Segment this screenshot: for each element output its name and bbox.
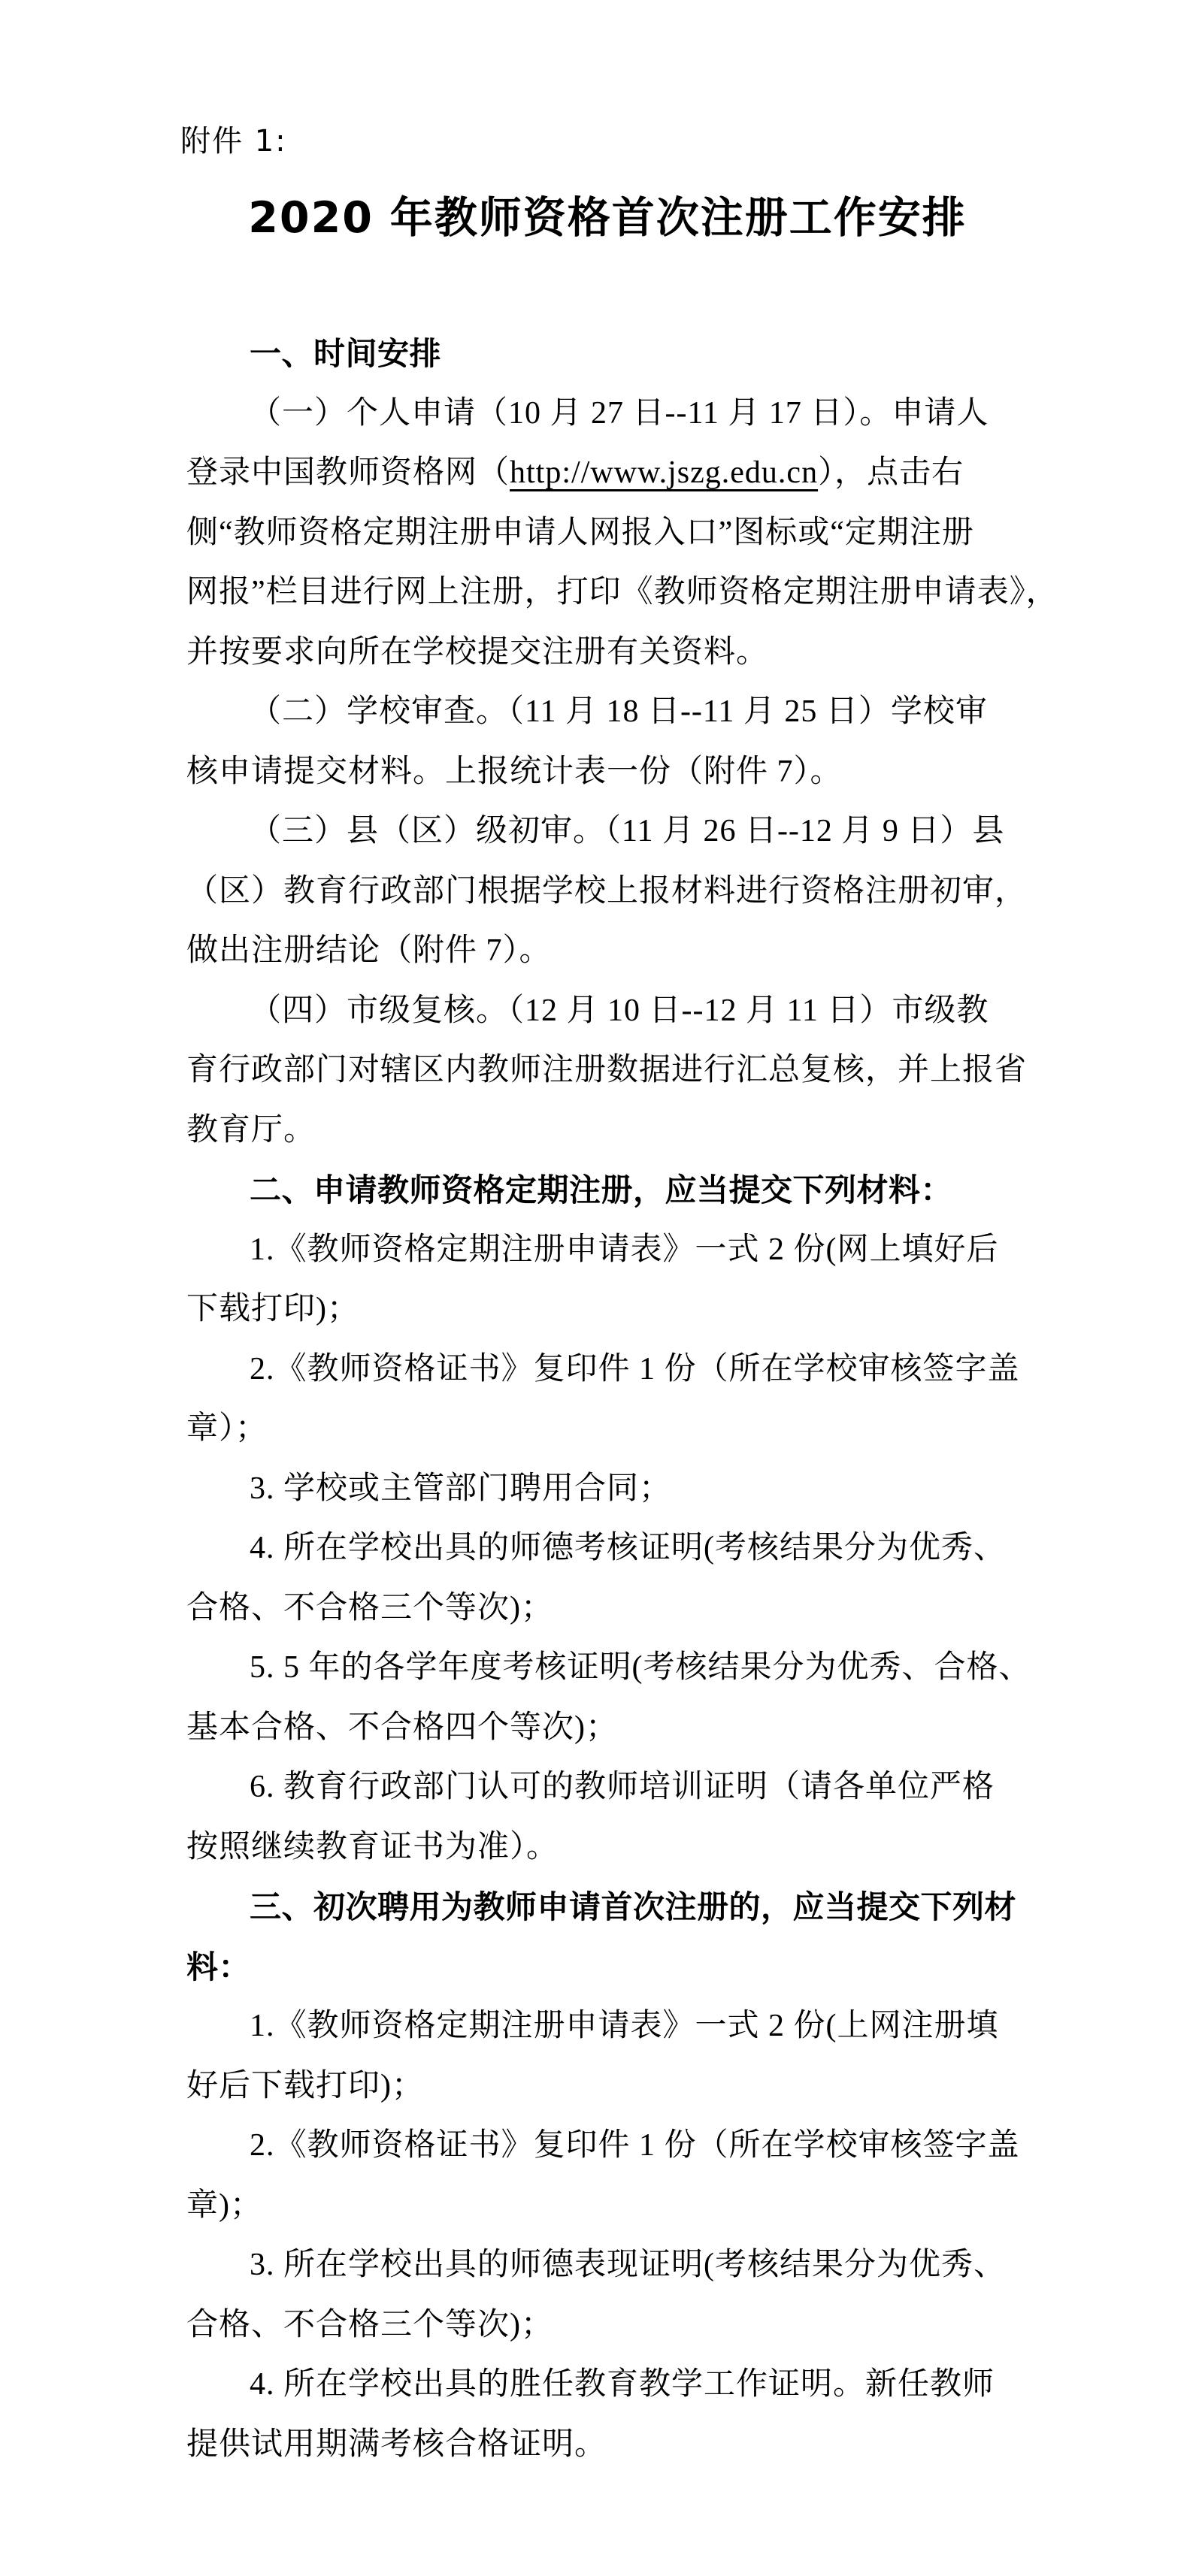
document-line: 核申请提交材料。上报统计表一份（附件 7）。 — [186, 754, 843, 789]
document-line: 合格、不合格三个等次)； — [186, 2307, 553, 2342]
document-line: 按照继续教育证书为准）。 — [186, 1829, 559, 1864]
document-line: 做出注册结论（附件 7）。 — [186, 933, 552, 968]
document-line: 3. 学校或主管部门聘用合同； — [250, 1471, 672, 1506]
document-line: 章）； — [186, 1411, 268, 1446]
attachment-label: 附件 1: — [180, 124, 287, 159]
document-line: （一）个人申请（10 月 27 日--11 月 17 日）。申请人 — [250, 395, 989, 431]
document-line: 提供试用期满考核合格证明。 — [186, 2426, 607, 2462]
document-body — [186, 324, 1058, 2475]
document-line: 基本合格、不合格四个等次)； — [186, 1710, 618, 1745]
document-url-link[interactable]: http://www.jszg.edu.cn — [510, 455, 819, 490]
document-line: 好后下载打印)； — [186, 2068, 424, 2103]
document-line: 侧“教师资格定期注册申请人网报入口”图标或“定期注册 — [186, 515, 974, 550]
document-line: 1.《教师资格定期注册申请表》一式 2 份(上网注册填 — [250, 2009, 999, 2043]
document-line: 1.《教师资格定期注册申请表》一式 2 份(网上填好后 — [250, 1232, 999, 1267]
document-line: 并按要求向所在学校提交注册有关资料。 — [186, 634, 769, 670]
document-line: 二、申请教师资格定期注册，应当提交下列材料： — [250, 1172, 953, 1208]
document-line: 下载打印)； — [186, 1292, 359, 1326]
document-line: 料： — [186, 1948, 251, 1985]
document-line: 6. 教育行政部门认可的教师培训证明（请各单位严格 — [250, 1770, 995, 1804]
document-line: 2.《教师资格证书》复印件 1 份（所在学校审核签字盖 — [250, 1351, 1020, 1386]
document-line: 教育厅。 — [186, 1112, 316, 1147]
document-line: 3. 所在学校出具的师德表现证明(考核结果分为优秀、 — [250, 2248, 1006, 2282]
document-line: 育行政部门对辖区内教师注册数据进行汇总复核，并上报省 — [186, 1053, 1028, 1087]
document-line: 合格、不合格三个等次)； — [186, 1590, 553, 1625]
document-line: 5. 5 年的各学年度考核证明(考核结果分为优秀、合格、 — [250, 1650, 1031, 1685]
document-line — [186, 443, 1036, 503]
document-line: （二）学校审查。（11 月 18 日--11 月 25 日）学校审 — [250, 694, 988, 729]
document-line: 4. 所在学校出具的师德考核证明(考核结果分为优秀、 — [250, 1531, 1006, 1565]
document-line: 网报”栏目进行网上注册，打印《教师资格定期注册申请表》， — [186, 575, 1058, 609]
line-text: ），点击右 — [818, 455, 964, 490]
document-line: （三）县（区）级初审。（11 月 26 日--12 月 9 日）县 — [250, 814, 1005, 848]
document-line: （四）市级复核。（12 月 10 日--12 月 11 日）市级教 — [250, 993, 989, 1028]
document-line: 一、时间安排 — [250, 335, 442, 372]
document-line: （区）教育行政部门根据学校上报材料进行资格注册初审， — [186, 873, 1028, 909]
line-text: 登录中国教师资格网（ — [186, 455, 510, 490]
document-line: 章)； — [186, 2187, 262, 2223]
document-line: 4. 所在学校出具的胜任教育教学工作证明。新任教师 — [250, 2367, 995, 2402]
document-title: 2020 年教师资格首次注册工作安排 — [248, 193, 967, 243]
document-line: 2.《教师资格证书》复印件 1 份（所在学校审核签字盖 — [250, 2128, 1020, 2163]
document-line: 三、初次聘用为教师申请首次注册的，应当提交下列材 — [250, 1888, 1017, 1925]
